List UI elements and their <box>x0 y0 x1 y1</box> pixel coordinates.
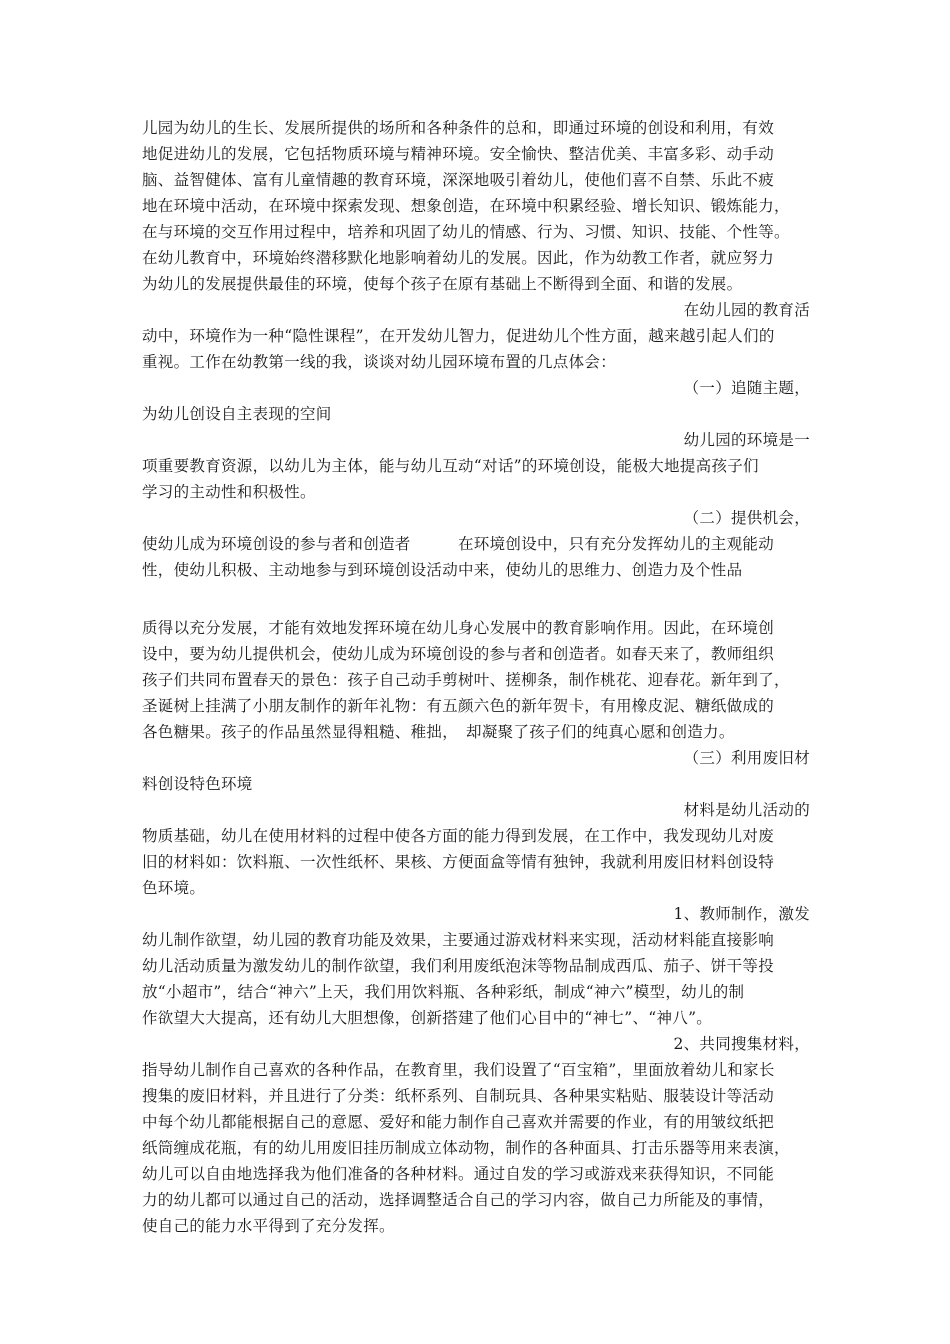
paragraph-line: 使自己的能力水平得到了充分发挥。 <box>142 1217 395 1235</box>
paragraph-line: 性，使幼儿积极、主动地参与到环境创设活动中来，使幼儿的思维力、创造力及个性品 <box>142 561 743 579</box>
paragraph-line: 儿园为幼儿的生长、发展所提供的场所和各种条件的总和，即通过环境的创设和利用，有效 <box>142 119 775 137</box>
paragraph-line: 学习的主动性和积极性。 <box>142 483 316 501</box>
section-heading: 为幼儿创设自主表现的空间 <box>142 405 332 423</box>
paragraph-line: 作欲望大大提高，还有幼儿大胆想像，创新搭建了他们心目中的“神七”、“神八”。 <box>142 1009 713 1027</box>
paragraph-line: 使幼儿成为环境创设的参与者和创造者 在环境创设中，只有充分发挥幼儿的主观能动 <box>142 535 775 553</box>
subsection-heading: 1、教师制作，激发 <box>673 905 810 923</box>
paragraph-line: 重视。工作在幼教第一线的我，谈谈对幼儿园环境布置的几点体会： <box>142 353 617 371</box>
section-heading: （一）追随主题， <box>683 379 810 397</box>
paragraph-line: 脑、益智健体、富有儿童情趣的教育环境，深深地吸引着幼儿，使他们喜不自禁、乐此不疲 <box>142 171 775 189</box>
paragraph-line: 力的幼儿都可以通过自己的活动，选择调整适合自己的学习内容，做自己力所能及的事情， <box>142 1191 775 1209</box>
paragraph-line: 中每个幼儿都能根据自己的意愿、爱好和能力制作自己喜欢并需要的作业，有的用皱纹纸把 <box>142 1113 775 1131</box>
subsection-heading: 2、共同搜集材料， <box>673 1035 810 1053</box>
paragraph-line: 项重要教育资源，以幼儿为主体，能与幼儿互动“对话”的环境创设，能极大地提高孩子们 <box>142 457 759 475</box>
paragraph-line: 色环境。 <box>142 879 206 897</box>
paragraph-line: 幼儿园的环境是一 <box>683 431 810 449</box>
paragraph-line: 搜集的废旧材料，并且进行了分类：纸杯系列、自制玩具、各种果实粘贴、服装设计等活动 <box>142 1087 775 1105</box>
paragraph-line: 物质基础，幼儿在使用材料的过程中使各方面的能力得到发展，在工作中，我发现幼儿对废 <box>142 827 775 845</box>
paragraph-line: 质得以充分发展，才能有效地发挥环境在幼儿身心发展中的教育影响作用。因此，在环境创 <box>142 619 775 637</box>
paragraph-line: 圣诞树上挂满了小朋友制作的新年礼物：有五颜六色的新年贺卡，有用橡皮泥、糖纸做成的 <box>142 697 775 715</box>
paragraph-line: 幼儿可以自由地选择我为他们准备的各种材料。通过自发的学习或游戏来获得知识，不同能 <box>142 1165 775 1183</box>
paragraph-line: 孩子们共同布置春天的景色：孩子自己动手剪树叶、搓柳条，制作桃花、迎春花。新年到了， <box>142 671 790 689</box>
paragraph-line: 地促进幼儿的发展，它包括物质环境与精神环境。安全愉快、整洁优美、丰富多彩、动手动 <box>142 145 775 163</box>
section-heading: （二）提供机会， <box>683 509 810 527</box>
paragraph-line: 纸筒缠成花瓶，有的幼儿用废旧挂历制成立体动物，制作的各种面具、打击乐器等用来表演， <box>142 1139 790 1157</box>
paragraph-line: 各色糖果。孩子的作品虽然显得粗糙、稚拙， 却凝聚了孩子们的纯真心愿和创造力。 <box>142 723 735 741</box>
section-heading: 料创设特色环境 <box>142 775 253 793</box>
section-heading: （三）利用废旧材 <box>683 749 810 767</box>
paragraph-line: 在与环境的交互作用过程中，培养和巩固了幼儿的情感、行为、习惯、知识、技能、个性等。 <box>142 223 790 241</box>
paragraph-line: 在幼儿教育中，环境始终潜移默化地影响着幼儿的发展。因此，作为幼教工作者，就应努力 <box>142 249 775 267</box>
paragraph-line: 放“小超市”，结合“神六”上天，我们用饮料瓶、各种彩纸，制成“神六”模型，幼儿的制 <box>142 983 745 1001</box>
paragraph-line: 地在环境中活动，在环境中探索发现、想象创造，在环境中积累经验、增长知识、锻炼能力， <box>142 197 790 215</box>
paragraph-line: 幼儿活动质量为激发幼儿的制作欲望，我们利用废纸泡沫等物品制成西瓜、茄子、饼干等投 <box>142 957 775 975</box>
paragraph-line: 在幼儿园的教育活 <box>683 301 810 319</box>
paragraph-line: 材料是幼儿活动的 <box>683 801 810 819</box>
paragraph-line: 幼儿制作欲望，幼儿园的教育功能及效果，主要通过游戏材料来实现，活动材料能直接影响 <box>142 931 775 949</box>
paragraph-line: 为幼儿的发展提供最佳的环境，使每个孩子在原有基础上不断得到全面、和谐的发展。 <box>142 275 743 293</box>
paragraph-line: 动中，环境作为一种“隐性课程”，在开发幼儿智力，促进幼儿个性方面，越来越引起人们的 <box>142 327 775 345</box>
paragraph-line: 旧的材料如：饮料瓶、一次性纸杯、果核、方便面盒等情有独钟，我就利用废旧材料创设特 <box>142 853 775 871</box>
paragraph-line: 设中，要为幼儿提供机会，使幼儿成为环境创设的参与者和创造者。如春天来了，教师组织 <box>142 645 775 663</box>
paragraph-line: 指导幼儿制作自己喜欢的各种作品，在教育里，我们设置了“百宝箱”，里面放着幼儿和家长 <box>142 1061 775 1079</box>
